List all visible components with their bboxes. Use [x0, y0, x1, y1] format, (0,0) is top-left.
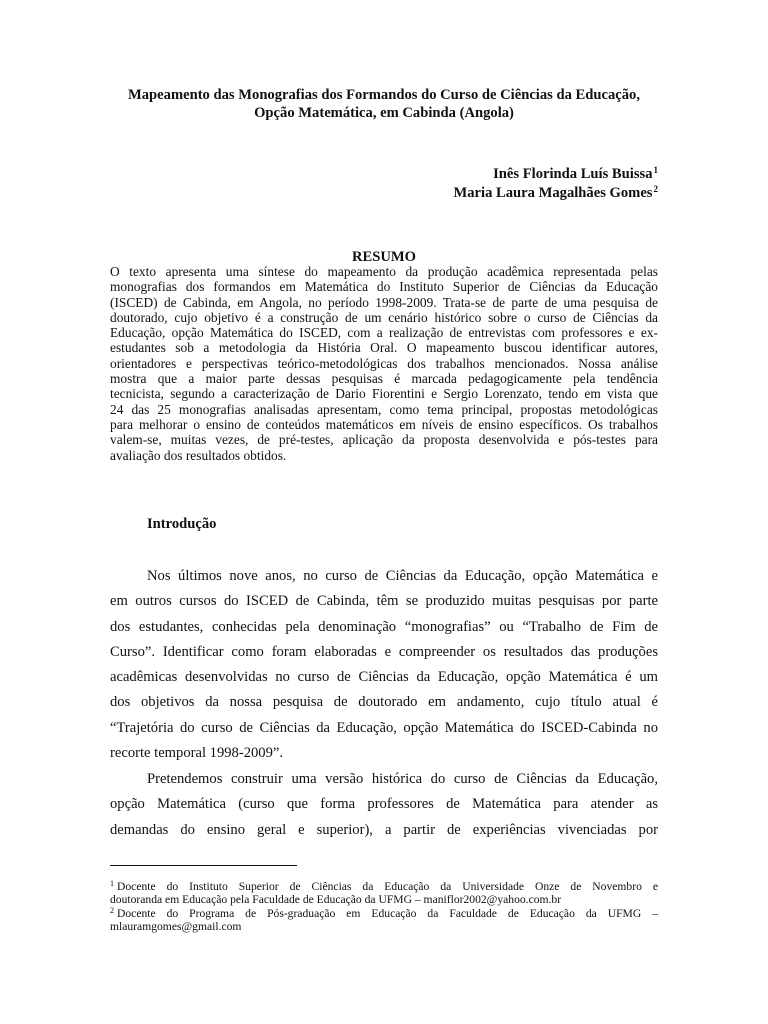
- paragraph-line: em outros cursos do ISCED de Cabinda, têm se produzido muitas pesquisas por parte: [110, 593, 658, 610]
- footnote-text: Docente do Instituto Superior de Ciências da Educação da Universidade Onze de Novembro e: [117, 880, 658, 893]
- paragraph-line: Curso”. Identificar como foram elaboradas e compreender os resultados das produções: [110, 643, 658, 660]
- abstract-text: [110, 264, 658, 463]
- abstract-line: monografias dos formandos em Matemática do Instituto Superior de Ciências da Educação: [110, 279, 658, 295]
- abstract-line: 24 das 25 monografias analisadas apresentam, como tema principal, propostas metodológicas: [110, 401, 658, 417]
- abstract-line: valem-se, muitas vezes, de pré-testes, aplicação da proposta desenvolvida e pós-testes para: [110, 432, 658, 448]
- paragraph-line: “Trajetória do curso de Ciências da Educação, opção Matemática do ISCED-Cabinda no: [110, 719, 658, 736]
- abstract-line: para melhorar o ensino de conteúdos matemáticos em níveis de ensino específicos. Os trabalhos: [110, 416, 658, 432]
- footnote-mark: 2: [653, 184, 658, 194]
- abstract-heading: RESUMO: [351, 249, 417, 265]
- abstract-line: estudantes sob a metodologia da História Oral. O mapeamento buscou identificar autores,: [110, 340, 658, 356]
- footnote-2: [110, 907, 658, 934]
- footnote-line: [110, 907, 658, 920]
- paragraph-line: Nos últimos nove anos, no curso de Ciências da Educação, opção Matemática e: [147, 568, 658, 584]
- abstract-line: mostra que a maior parte dessas pesquisas é marcada pedagogicamente pela tendência: [110, 371, 658, 387]
- footnote-text: Docente do Programa de Pós-graduação em Educação da Faculdade de Educação da UFMG –: [117, 907, 658, 920]
- introduction-paragraph-2: [110, 767, 658, 843]
- footnote-line: [110, 880, 658, 893]
- abstract-line: orientadores e perspectivas teórico-metodológicas dos trabalhos mencionados. Nossa análise: [110, 355, 658, 371]
- paragraph-line: recorte temporal 1998-2009”.: [110, 745, 284, 762]
- footnote-divider: [110, 865, 297, 866]
- paragraph-line: dos estudantes, conhecidas pela denominação “monografias” ou “Trabalho de Fim de: [110, 618, 658, 635]
- abstract-line: Educação, opção Matemática do ISCED, com a realização de entrevistas com professores e ex-: [110, 325, 658, 341]
- introduction-paragraph-1: [110, 564, 658, 766]
- author-name: Inês Florinda Luís Buissa: [493, 166, 653, 182]
- abstract-line: tecnicista, segundo a caracterização de Dario Fiorentini e Sergio Lorenzato, tendo em vista que: [110, 386, 658, 402]
- paragraph-line: Pretendemos construir uma versão histórica do curso de Ciências da Educação,: [147, 771, 658, 787]
- abstract-line: O texto apresenta uma síntese do mapeamento da produção acadêmica representada pelas: [110, 264, 658, 279]
- title-line: Opção Matemática, em Cabinda (Angola): [254, 105, 514, 121]
- paper-title: [110, 86, 658, 122]
- abstract-line: doutorado, cujo objetivo é a construção de um cenário histórico sobre o curso de Ciências da: [110, 309, 658, 325]
- author: [453, 165, 658, 184]
- footnote-mark: 1: [653, 165, 658, 175]
- author-list: [453, 165, 658, 203]
- author: [453, 184, 658, 203]
- abstract-line: (ISCED) de Cabinda, em Angola, no período 1998-2009. Trata-se de parte de uma pesquisa de: [110, 294, 658, 310]
- footnote-line: mlauramgomes@gmail.com: [110, 920, 242, 934]
- abstract-line: avaliação dos resultados obtidos.: [110, 447, 287, 463]
- footnote-line: doutoranda em Educação pela Faculdade de Educação da UFMG – maniflor2002@yahoo.com.br: [110, 893, 562, 907]
- title-line: Mapeamento das Monografias dos Formandos do Curso de Ciências da Educação,: [127, 87, 641, 103]
- footnote-number: 2: [110, 906, 114, 915]
- paragraph-line: opção Matemática (curso que forma professores de Matemática para atender as: [110, 796, 658, 813]
- paragraph-line: demandas do ensino geral e superior), a partir de experiências vivenciadas por: [110, 821, 658, 838]
- paragraph-line: acadêmicas desenvolvidas no curso de Ciências da Educação, opção Matemática é um: [110, 669, 658, 686]
- introduction-heading: Introdução: [147, 516, 217, 532]
- footnote-1: [110, 880, 658, 907]
- footnote-number: 1: [110, 879, 114, 888]
- paragraph-line: dos objetivos da nossa pesquisa de doutorado em andamento, cujo título atual é: [110, 694, 658, 711]
- author-name: Maria Laura Magalhães Gomes: [453, 185, 653, 201]
